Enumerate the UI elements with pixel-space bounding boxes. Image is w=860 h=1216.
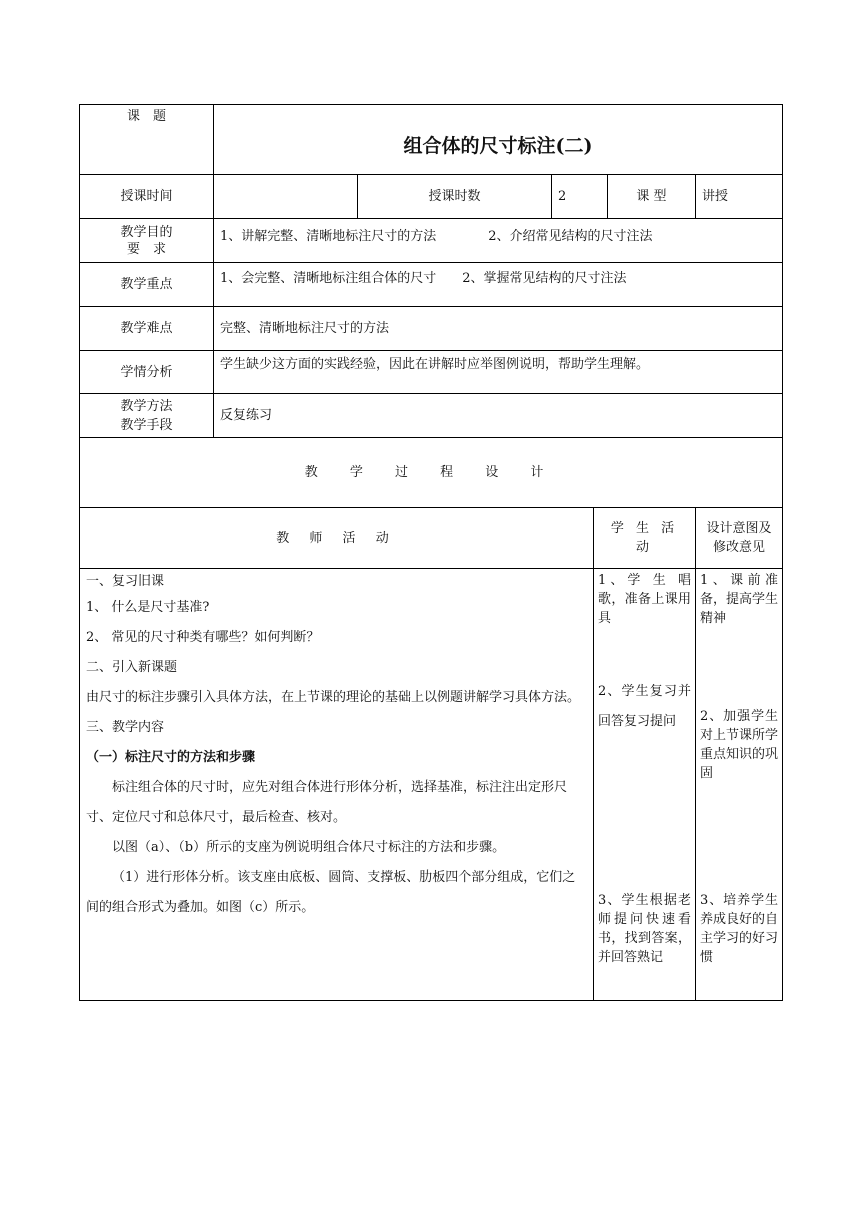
content-heading: 三、教学内容	[86, 720, 165, 735]
key-label: 教学重点	[80, 263, 214, 307]
review-question-1: 1、 什么是尺寸基准?	[86, 600, 210, 615]
process-header-row	[80, 508, 783, 569]
difficulty-value: 完整、清晰地标注尺寸的方法	[214, 307, 783, 351]
difficulty-label: 教学难点	[80, 307, 214, 351]
type-label: 课 型	[608, 175, 696, 219]
review-heading: 一、复习旧课	[86, 574, 165, 589]
design-intent-cell	[696, 569, 783, 1001]
process-title: 教 学 过 程 设 计	[80, 438, 783, 508]
new-topic-heading: 二、引入新课题	[86, 660, 178, 675]
student-note-1: 1、学 生 唱 歌，准备上课用具	[598, 573, 691, 626]
hours-value: 2	[552, 175, 608, 219]
review-question-2: 2、 常见的尺寸种类有哪些？如何判断？	[86, 630, 320, 645]
design-note-2: 2、加强学生对上节课所学重点知识的巩固	[700, 709, 779, 781]
analysis-label: 学情分析	[80, 351, 214, 394]
goal-label	[80, 219, 214, 263]
design-note-3: 3、培养学生养成良好的自主学习的好习惯	[700, 893, 779, 965]
method-label	[80, 394, 214, 438]
method-row	[80, 394, 783, 438]
student-note-3: 3、学生根据老师提问快速看书，找到答案，并回答熟记	[598, 893, 691, 965]
type-value: 讲授	[696, 175, 783, 219]
lesson-plan-table	[79, 104, 783, 1001]
key-value: 1、会完整、清晰地标注组合体的尺寸 2、掌握常见结构的尺寸注法	[214, 263, 783, 307]
example-intro-text: 以图（a）、（b）所示的支座为例说明组合体尺寸标注的方法和步骤。	[112, 840, 506, 855]
key-row	[80, 263, 783, 307]
analysis-value: 学生缺少这方面的实践经验，因此在讲解时应举图例说明，帮助学生理解。	[214, 351, 783, 394]
teacher-activity-header: 教 师 活 动	[80, 508, 594, 569]
topic-label: 课 题	[80, 105, 214, 175]
time-label: 授课时间	[80, 175, 214, 219]
info-row	[80, 175, 783, 219]
design-intent-header: 设计意图及修改意见	[696, 508, 783, 569]
student-activity-cell	[594, 569, 696, 1001]
new-topic-text: 由尺寸的标注步骤引入具体方法，在上节课的理论的基础上以例题讲解学习具体方法。	[86, 690, 581, 705]
lesson-plan-sheet	[79, 104, 782, 1001]
student-note-2: 2、学生复习并回答复习提问	[598, 684, 691, 729]
method-label-line1: 教学方法	[120, 398, 173, 414]
method-label-line2: 教学手段	[120, 417, 173, 433]
topic-title: 组合体的尺寸标注(二)	[214, 105, 783, 175]
time-value	[214, 175, 358, 219]
process-title-row	[80, 438, 783, 508]
design-note-1: 1、课前准备，提高学生精神	[700, 573, 779, 626]
method-steps-text: 标注组合体的尺寸时，应先对组合体进行形体分析，选择基准，标注注出定形尺寸、定位尺寸和总体尺寸，最后检查、核对。	[86, 780, 568, 825]
goal-row	[80, 219, 783, 263]
topic-row	[80, 105, 783, 175]
difficulty-row	[80, 307, 783, 351]
teacher-activity-cell	[80, 569, 594, 1001]
process-body-row	[80, 569, 783, 1001]
hours-label: 授课时数	[358, 175, 552, 219]
student-activity-header: 学 生 活 动	[594, 508, 696, 569]
analysis-row	[80, 351, 783, 394]
goal-value: 1、讲解完整、清晰地标注尺寸的方法 2、介绍常见结构的尺寸注法	[214, 219, 783, 263]
goal-label-line2: 要 求	[126, 241, 166, 257]
goal-label-line1: 教学目的	[120, 224, 173, 240]
shape-analysis-text: （1）进行形体分析。该支座由底板、圆筒、支撑板、肋板四个部分组成，它们之间的组合形式为叠加。如图（c）所示。	[86, 870, 576, 915]
method-steps-heading: （一）标注尺寸的方法和步骤	[86, 750, 256, 765]
method-value: 反复练习	[214, 394, 783, 438]
